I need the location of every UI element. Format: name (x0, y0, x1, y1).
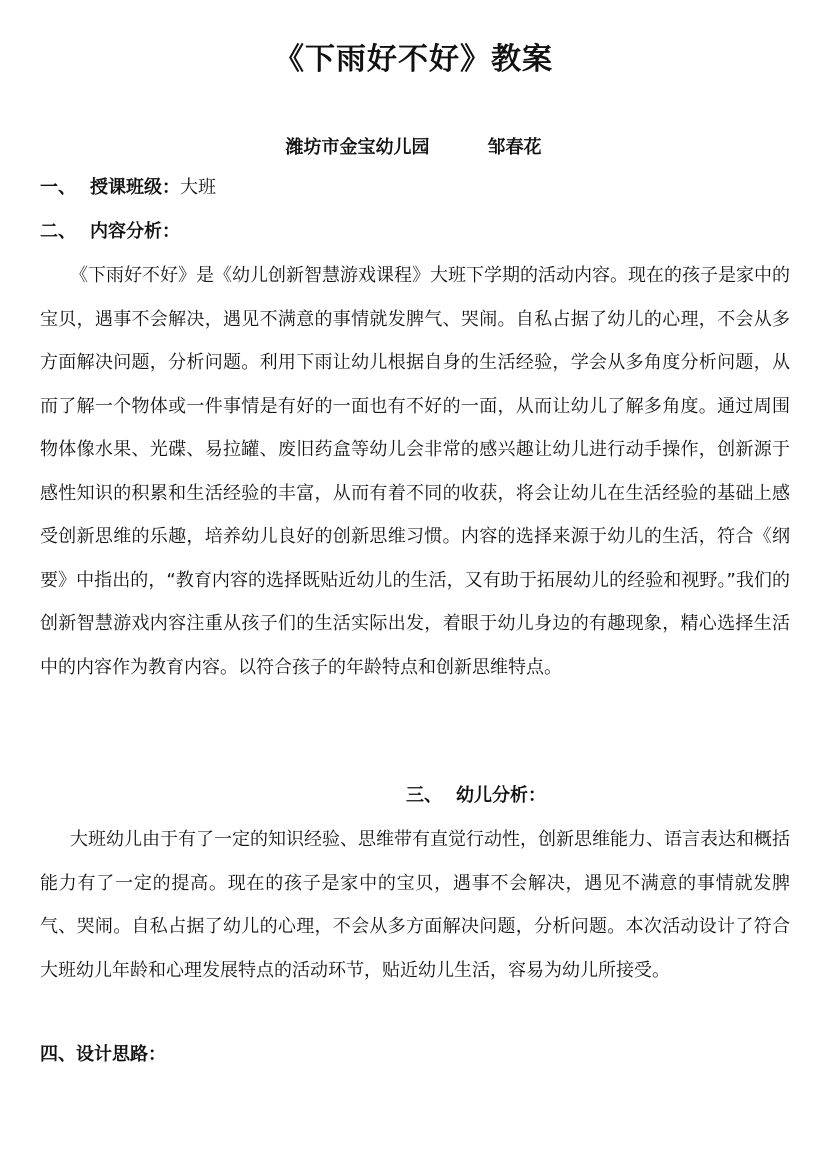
author-name: 邹春花 (487, 137, 542, 158)
section-design-label: 四、设计思路： (40, 1044, 166, 1065)
section-content-number: 二、 (40, 221, 76, 242)
author-school: 潍坊市金宝幼儿园 (285, 137, 430, 158)
document-title: 《下雨好不好》教案 (274, 42, 553, 77)
section-child-label: 幼儿分析： (456, 785, 546, 806)
section-child-number: 三、 (406, 785, 442, 806)
section-class-label: 授课班级： (90, 177, 180, 198)
section-class-heading (40, 175, 216, 201)
section-content-heading (40, 219, 180, 245)
section-class-value: 大班 (180, 177, 216, 198)
section-design-heading (40, 1042, 166, 1068)
child-analysis-paragraph: 大班幼儿由于有了一定的知识经验、思维带有直觉行动性，创新思维能力、语言表达和概括能力有了一定的提高。现在的孩子是家中的宝贝，遇事不会解决，遇见不满意的事情就发脾气、哭闹。自私占据了幼儿的心理，不会从多方面解决问题，分析问题。本次活动设计了符合大班幼儿年龄和心理发展特点的活动环节，贴近幼儿生活，容易为幼儿所接受。 (40, 829, 790, 981)
section-child-heading (406, 783, 546, 809)
section-class-number: 一、 (40, 177, 76, 198)
section-content-label: 内容分析： (90, 221, 180, 242)
author-line (0, 133, 827, 159)
content-analysis-paragraph: 《下雨好不好》是《幼儿创新智慧游戏课程》大班下学期的活动内容。现在的孩子是家中的宝贝，遇事不会解决，遇见不满意的事情就发脾气、哭闹。自私占据了幼儿的心理，不会从多方面解决问题，分析问题。利用下雨让幼儿根据自身的生活经验，学会从多角度分析问题，从而了解一个物体或一件事情是有好的一面也有不好的一面，从而让幼儿了解多角度。通过周围物体像水果、光碟、易拉罐、废旧药盒等幼儿会非常的感兴趣让幼儿进行动手操作，创新源于感性知识的积累和生活经验的丰富，从而有着不同的收获，将会让幼儿在生活经验的基础上感受创新思维的乐趣，培养幼儿良好的创新思维习惯。内容的选择来源于幼儿的生活，符合《纲要》中指出的，“教育内容的选择既贴近幼儿的生活，又有助于拓展幼儿的经验和视野。”我们的创新智慧游戏内容注重从孩子们的生活实际出发，着眼于幼儿身边的有趣现象，精心选择生活中的内容作为教育内容。以符合孩子的年龄特点和创新思维特点。 (40, 265, 790, 678)
